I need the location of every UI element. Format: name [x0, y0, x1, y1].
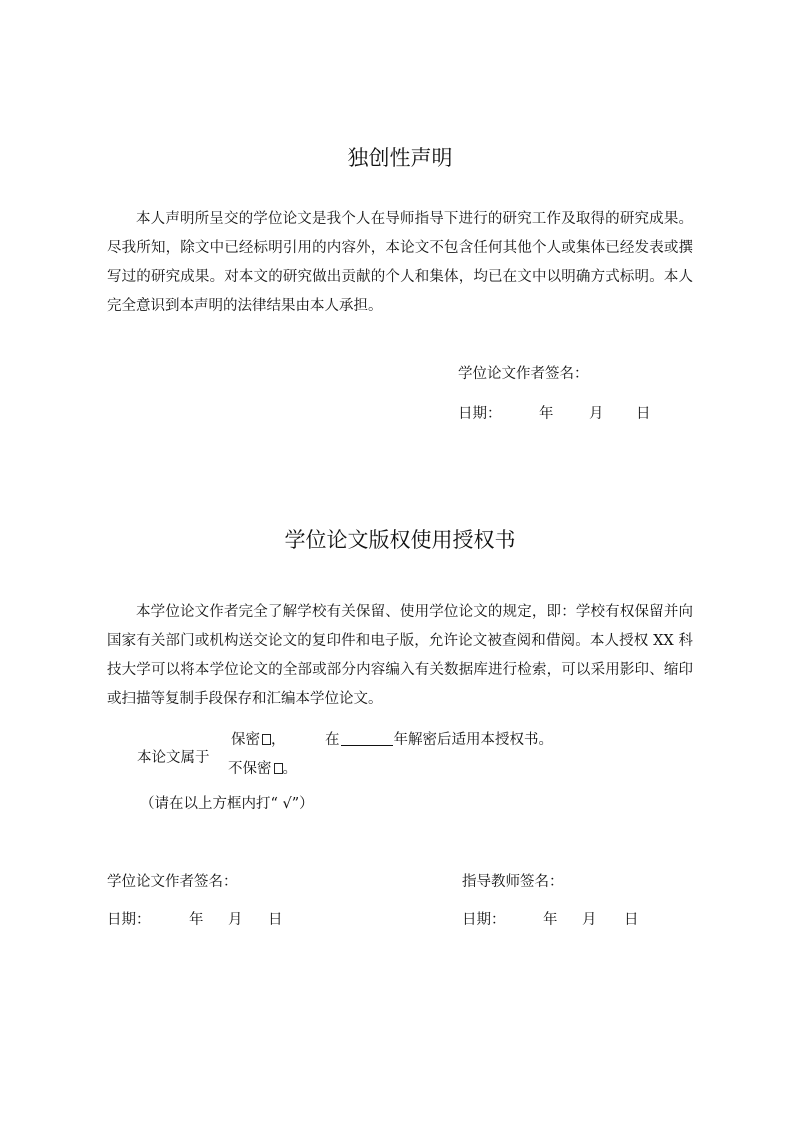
originality-title: 独创性声明 — [347, 146, 453, 170]
originality-author-signature-label: 学位论文作者签名： — [458, 366, 589, 382]
authorization-author-signature-label: 学位论文作者签名： — [107, 874, 238, 890]
checkbox-instruction: （请在以上方框内打“ √”） — [140, 796, 314, 812]
advisor-day-label: 日 — [624, 912, 639, 928]
unlock-text: 年解密后适用本授权书。 — [393, 732, 553, 748]
confidential-option: 保密 ， — [231, 732, 286, 748]
originality-month-label: 月 — [589, 406, 604, 422]
nonconfidential-end: 。 — [282, 761, 297, 777]
nonconfidential-option — [228, 757, 297, 778]
unlock-clause — [325, 728, 553, 749]
originality-year-label: 年 — [539, 406, 554, 422]
unlock-years-blank[interactable] — [341, 731, 393, 747]
authorization-title: 学位论文版权使用授权书 — [284, 528, 516, 552]
nonconfidential-checkbox[interactable] — [274, 763, 283, 774]
originality-day-label: 日 — [636, 406, 651, 422]
originality-paragraph: 本人声明所呈交的学位论文是我个人在导师指导下进行的研究工作及取得的研究成果。尽我所知，除文中已经标明引用的内容外，本论文不包含任何其他个人或集体已经发表或撰写过的研究成果。对本文的研究做出贡献的个人和集体，均已在文中以明确方式标明。本人完全意识到本声明的法律结果由本人承担。 — [107, 211, 693, 314]
advisor-month-label: 月 — [582, 912, 597, 928]
nonconfidential-option-label: 不保密 — [228, 761, 272, 777]
originality-date-label: 日期： — [458, 406, 502, 422]
in-label: 在 — [325, 732, 340, 748]
authorization-author-year-label: 年 — [189, 912, 204, 928]
confidential-checkbox[interactable] — [262, 734, 271, 745]
advisor-signature-label: 指导教师签名： — [462, 874, 564, 890]
advisor-year-label: 年 — [543, 912, 558, 928]
authorization-author-month-label: 月 — [228, 912, 243, 928]
authorization-author-day-label: 日 — [268, 912, 283, 928]
advisor-date-label: 日期： — [462, 912, 506, 928]
belongs-label: 本论文属于 — [137, 750, 210, 766]
authorization-author-date-label: 日期： — [107, 912, 151, 928]
confidential-option-label: 保密 — [231, 732, 260, 748]
authorization-paragraph: 本学位论文作者完全了解学校有关保留、使用学位论文的规定，即：学校有权保留并向国家有关部门或机构送交论文的复印件和电子版，允许论文被查阅和借阅。本人授权 XX 科技大学可以将本学位论文的全部或部分内容编入有关数据库进行检索，可以采用影印、缩印或扫描等复制手段保存和汇编本学位论文。 — [107, 604, 693, 707]
